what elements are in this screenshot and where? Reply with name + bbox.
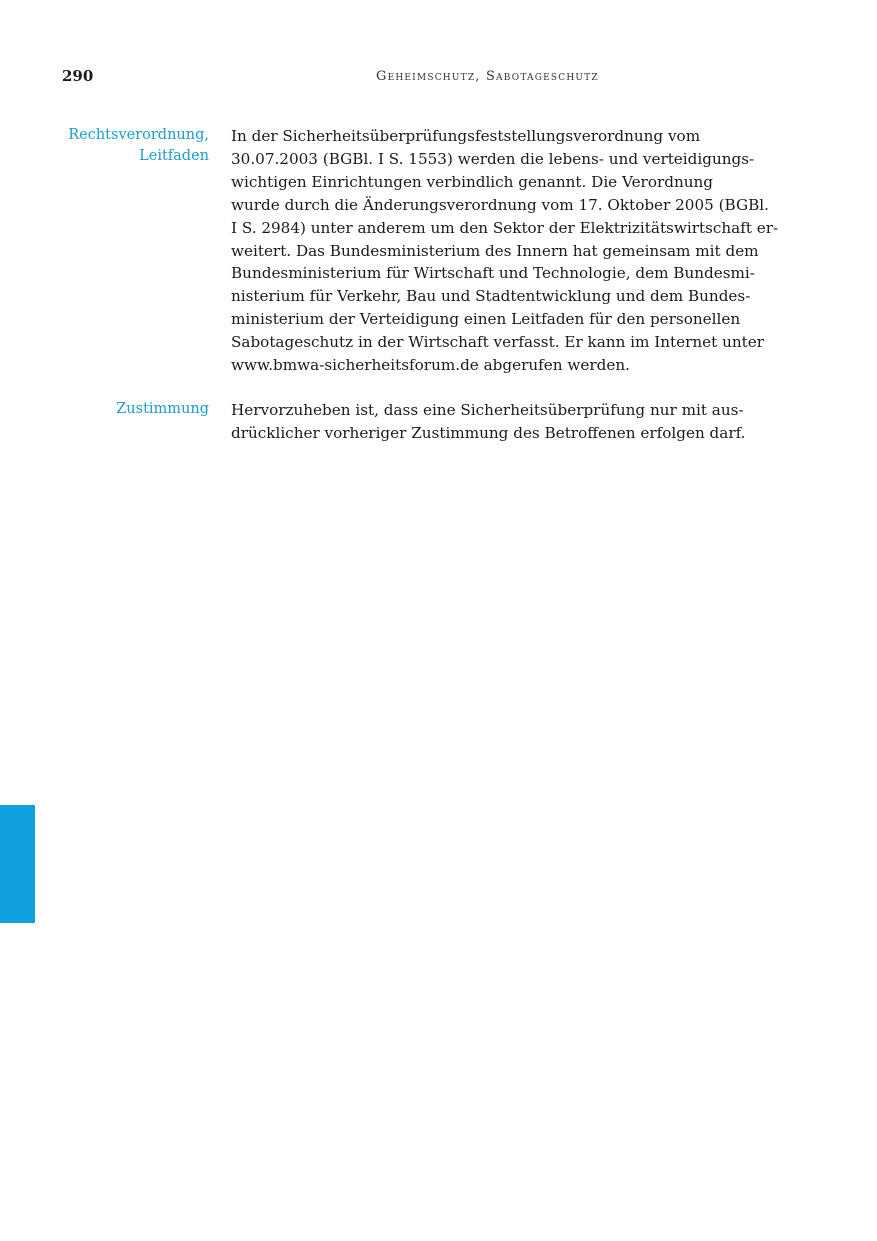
page-number: 290 bbox=[62, 67, 94, 85]
text-line: 30.07.2003 (BGBl. I S. 1553) werden die lebens- und verteidigungs- bbox=[231, 149, 755, 168]
margin-note-line: Leitfaden bbox=[139, 147, 209, 164]
text-line: ministerium der Verteidigung einen Leitfaden für den personellen bbox=[231, 310, 741, 329]
margin-note bbox=[29, 399, 209, 420]
body-paragraph bbox=[231, 125, 791, 377]
text-line: www.bmwa-sicherheitsforum.de abgerufen werden. bbox=[231, 356, 630, 375]
text-line: wichtigen Einrichtungen verbindlich genannt. Die Verordnung bbox=[231, 172, 714, 191]
margin-note bbox=[29, 125, 209, 166]
text-line: wurde durch die Änderungsverordnung vom 17. Oktober 2005 (BGBl. bbox=[231, 195, 769, 214]
text-line: Sabotageschutz in der Wirtschaft verfasst. Er kann im Internet unter bbox=[231, 333, 765, 352]
text-line: Bundesministerium für Wirtschaft und Technologie, dem Bundesmi- bbox=[231, 264, 755, 283]
running-header: Geheimschutz, Sabotageschutz bbox=[376, 69, 599, 84]
text-line: weitert. Das Bundesministerium des Innern hat gemeinsam mit dem bbox=[231, 241, 759, 260]
text-line: Hervorzuheben ist, dass eine Sicherheitsüberprüfung nur mit aus- bbox=[231, 401, 744, 419]
text-line: drücklicher vorheriger Zustimmung des Betroffenen erfolgen darf. bbox=[231, 423, 746, 442]
text-line: I S. 2984) unter anderem um den Sektor der Elektrizitätswirtschaft er- bbox=[231, 218, 779, 237]
body-paragraph bbox=[231, 399, 791, 445]
chapter-thumb-tab bbox=[0, 805, 35, 923]
margin-note-line: Zustimmung bbox=[116, 401, 209, 417]
margin-note-line: Rechtsverordnung, bbox=[68, 127, 209, 143]
text-line: In der Sicherheitsüberprüfungsfeststellungsverordnung vom bbox=[231, 127, 701, 145]
text-line: nisterium für Verkehr, Bau und Stadtentwicklung und dem Bundes- bbox=[231, 287, 751, 306]
